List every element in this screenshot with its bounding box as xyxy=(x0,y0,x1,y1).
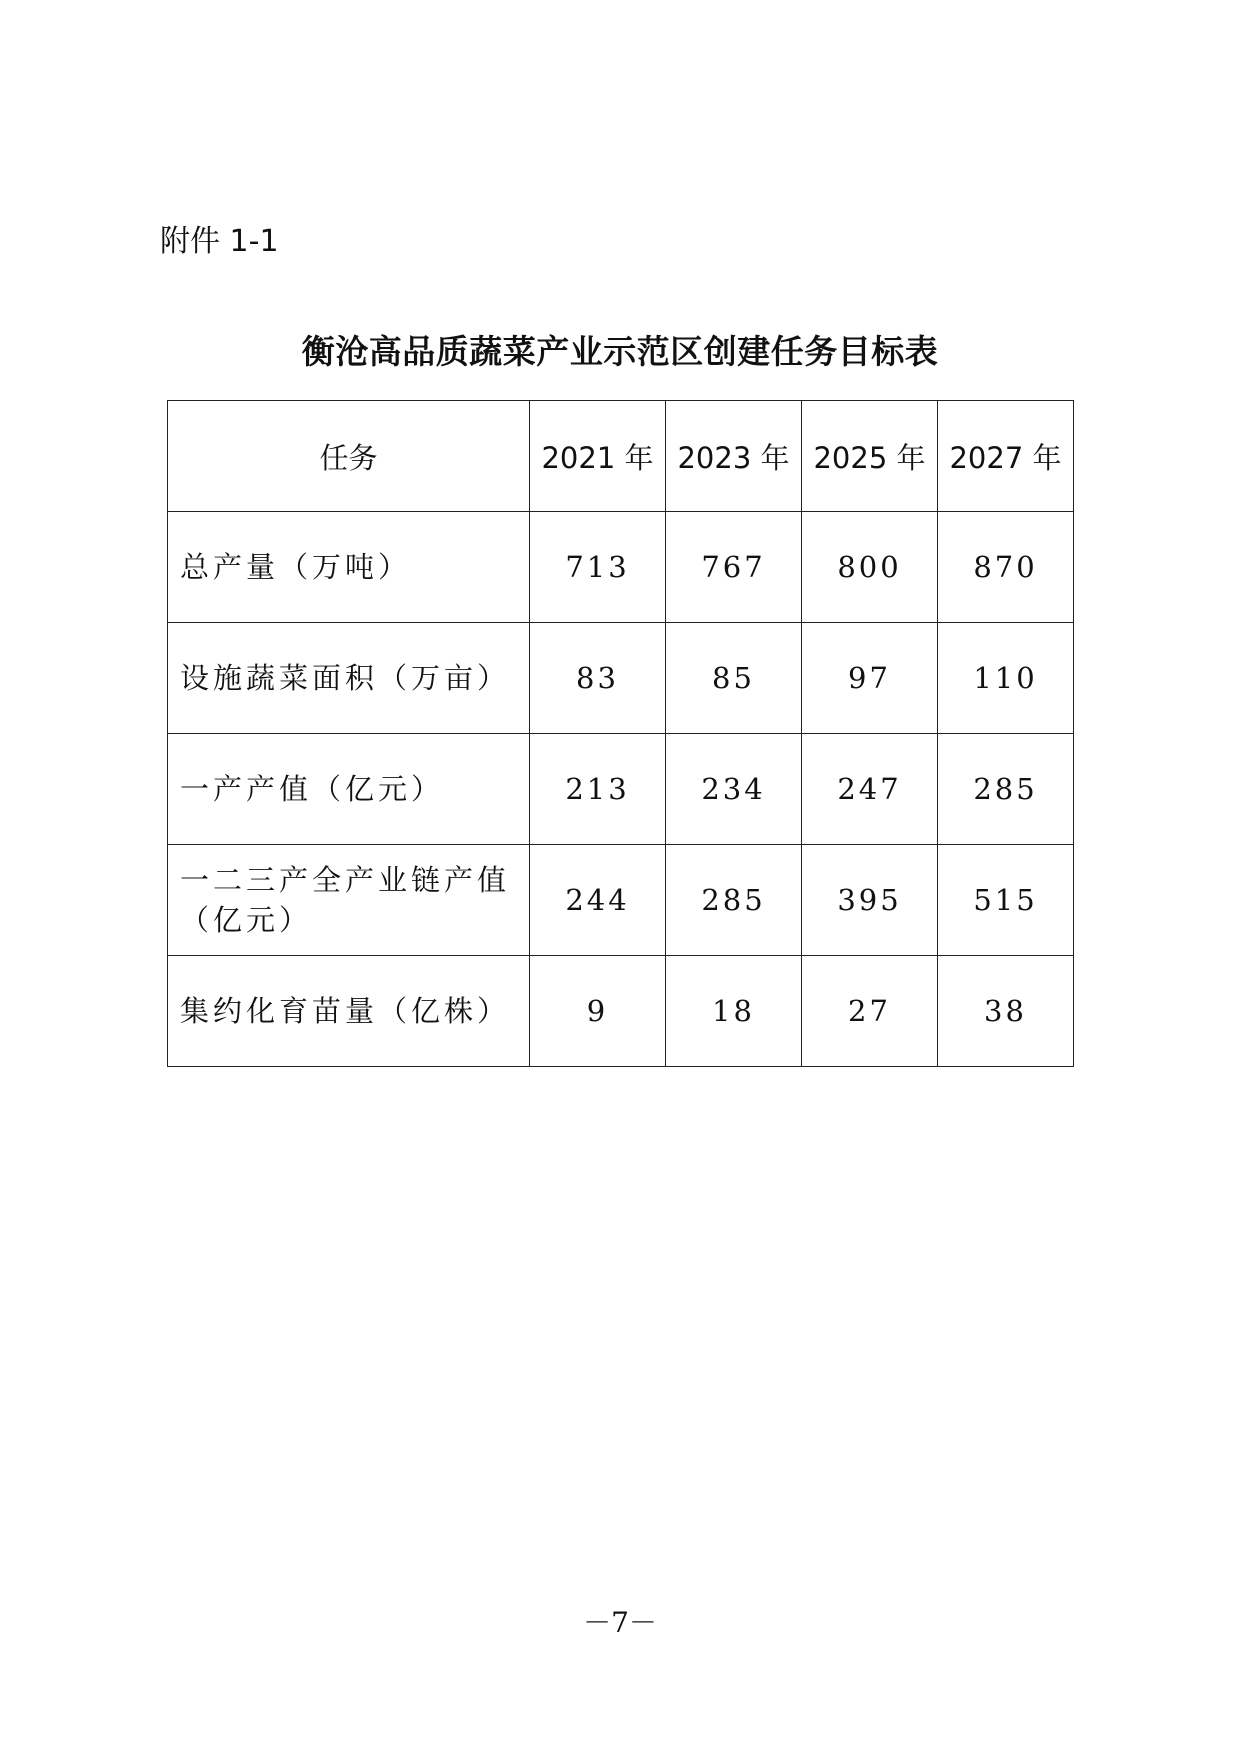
page-number: －7－ xyxy=(583,1606,657,1639)
table-row xyxy=(168,956,1074,1067)
column-header-2021: 2021 年 xyxy=(530,401,666,512)
task-cell: 一产产值（亿元） xyxy=(168,734,530,845)
value-cell: 285 xyxy=(666,845,802,956)
table-row xyxy=(168,734,1074,845)
table-row xyxy=(168,845,1074,956)
value-cell: 870 xyxy=(938,512,1074,623)
value-cell: 395 xyxy=(802,845,938,956)
task-cell: 总产量（万吨） xyxy=(168,512,530,623)
value-cell: 800 xyxy=(802,512,938,623)
value-cell: 213 xyxy=(530,734,666,845)
value-cell: 85 xyxy=(666,623,802,734)
value-cell: 515 xyxy=(938,845,1074,956)
value-cell: 247 xyxy=(802,734,938,845)
value-cell: 83 xyxy=(530,623,666,734)
value-cell: 110 xyxy=(938,623,1074,734)
attachment-label: 附件 1-1 xyxy=(160,224,279,259)
column-header-2025: 2025 年 xyxy=(802,401,938,512)
task-target-table xyxy=(167,400,1074,1067)
task-cell: 一二三产全产业链产值（亿元） xyxy=(168,845,530,956)
value-cell: 97 xyxy=(802,623,938,734)
table-header-row xyxy=(168,401,1074,512)
value-cell: 18 xyxy=(666,956,802,1067)
value-cell: 767 xyxy=(666,512,802,623)
page-title: 衡沧高品质蔬菜产业示范区创建任务目标表 xyxy=(301,332,939,371)
value-cell: 38 xyxy=(938,956,1074,1067)
value-cell: 27 xyxy=(802,956,938,1067)
task-cell: 设施蔬菜面积（万亩） xyxy=(168,623,530,734)
value-cell: 9 xyxy=(530,956,666,1067)
table-row xyxy=(168,623,1074,734)
task-cell: 集约化育苗量（亿株） xyxy=(168,956,530,1067)
value-cell: 285 xyxy=(938,734,1074,845)
column-header-2023: 2023 年 xyxy=(666,401,802,512)
value-cell: 234 xyxy=(666,734,802,845)
table-row xyxy=(168,512,1074,623)
column-header-task: 任务 xyxy=(168,401,530,512)
column-header-2027: 2027 年 xyxy=(938,401,1074,512)
value-cell: 713 xyxy=(530,512,666,623)
value-cell: 244 xyxy=(530,845,666,956)
